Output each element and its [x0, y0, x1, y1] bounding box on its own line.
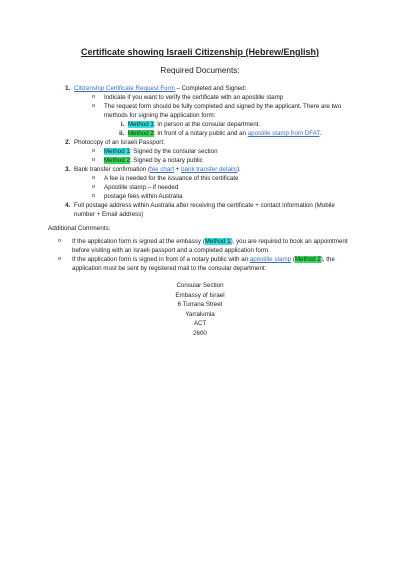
sub-list [74, 174, 352, 201]
page-title: Certificate showing Israeli Citizenship (Hebrew/English) [80, 47, 320, 57]
bank-transfer-details-link[interactable]: bank transfer details [181, 166, 237, 173]
sub-list [74, 147, 352, 165]
comment-text: ( [291, 256, 295, 263]
method-item [126, 120, 352, 129]
comment-item [58, 255, 352, 273]
sub-item-text: : Signed by a notary public [129, 157, 203, 164]
method-text: : In front of a notary public and an [153, 130, 248, 137]
list-item-passport [72, 138, 352, 165]
sub-item: o Indicate if you want to verify the certificate with an apostille stamp [92, 93, 352, 102]
method-text: : In person at the consular department. [153, 121, 261, 128]
list-item-postage-address [72, 201, 352, 219]
list-item-text: ): [236, 166, 241, 173]
address-line: Consular Section [176, 282, 224, 289]
comment-item [58, 237, 352, 255]
sub-item: o A fee is needed for the issuance of this certificate [92, 174, 352, 183]
method-text-end: . [319, 130, 322, 137]
comment-text: ), the application must be sent by registered mail to the consular department: [72, 256, 335, 272]
method-2-highlight: Method 2 [294, 256, 321, 263]
sub-item-text: : Signed by the consular section [129, 148, 218, 155]
method-1-highlight: Method 1 [128, 121, 154, 128]
address-line: Yarralumla [185, 310, 215, 318]
apostille-stamp-link[interactable]: apostille stamp [249, 256, 292, 263]
address-line: 2600 [193, 329, 207, 337]
method-2-highlight: Method 2 [104, 157, 130, 164]
address-line: ACT [193, 320, 207, 328]
list-item-text: – Completed and Signed: [174, 85, 247, 92]
methods-list [104, 120, 352, 138]
method-item [126, 129, 352, 138]
method-1-highlight: Method 1 [104, 148, 130, 155]
address-line: Embassy of Israel [175, 291, 225, 299]
comment-text: If the application form is signed in front of a notary public with an [72, 256, 250, 263]
list-item-bank-transfer [72, 165, 352, 201]
comments-list [48, 237, 352, 273]
method-2-highlight: Method 2 [128, 130, 154, 137]
request-form-link[interactable]: Citizenship Certificate Request Form [74, 85, 175, 92]
list-item-text: + [174, 166, 182, 173]
sub-item-text: The request form should be fully completed and signed by the applicant. There are two methods for signing the application form: [104, 103, 342, 119]
required-documents-list [48, 84, 352, 219]
mailing-address [48, 281, 352, 339]
section-heading-required: Required Documents: [160, 66, 240, 75]
method-1-highlight: Method 1 [204, 238, 231, 245]
sub-list [74, 93, 352, 138]
comment-text: ), you are required to book an appointment before visiting with an Israeli passport and a completed application form. [72, 238, 348, 254]
list-item-text: Photocopy of an Israeli Passport: [74, 139, 165, 146]
additional-comments-heading: Additional Comments: [48, 225, 111, 232]
sub-item [92, 102, 352, 138]
sub-item [92, 147, 352, 156]
list-item-text: Bank transfer confirmation ( [74, 166, 150, 173]
sub-item [92, 156, 352, 165]
address-line: 6 Turrana Street [177, 301, 223, 309]
sub-item: o postage fees within Australia [92, 192, 352, 201]
list-item-text: Full postage address within Australia after receiving the certificate + contact information (Mobile number + Email address) [74, 202, 335, 218]
comment-text: If the application form is signed at the embassy ( [72, 238, 205, 245]
fee-chart-link[interactable]: fee chart [150, 166, 175, 173]
list-item-request-form [72, 84, 352, 138]
sub-item: o Apostille stamp – if needed [92, 183, 352, 192]
apostille-dfat-link[interactable]: apostille stamp from DFAT [247, 130, 320, 137]
